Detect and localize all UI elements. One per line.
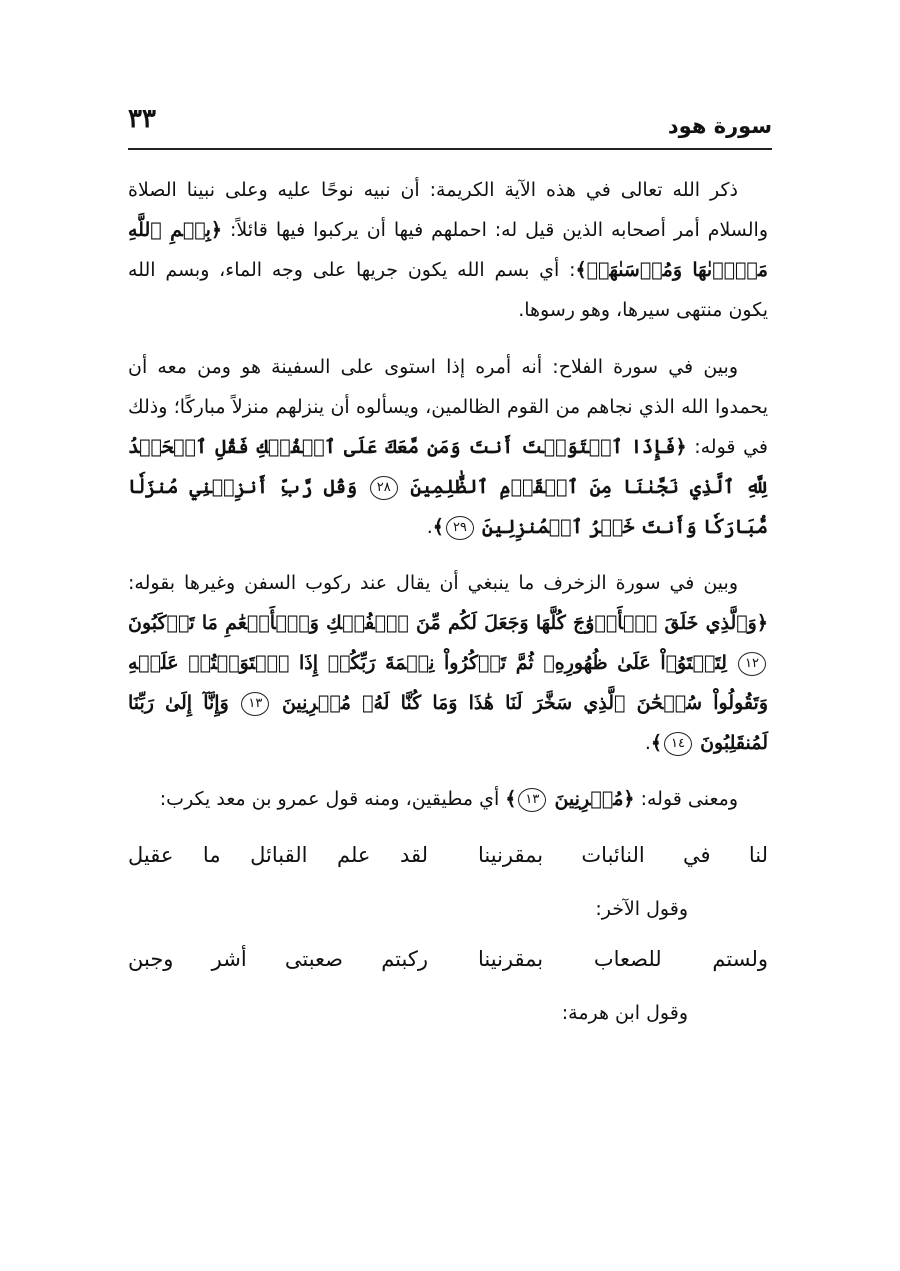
paragraph-4 — [128, 779, 768, 819]
poem-verse-1 — [128, 835, 768, 875]
verse-number-badge: ١٣ — [241, 692, 269, 716]
quran-verse: وَٱلَّذِي خَلَقَ ٱلۡأَزۡوَٰجَ كُلَّهَا وَجَعَلَ لَكُم مِّنَ ٱلۡفُلۡكِ وَٱلۡأَنۡعَٰمِ مَا تَرۡكَبُونَ — [128, 612, 757, 634]
page-header — [128, 100, 772, 150]
ornate-bracket-open: ﴿ — [756, 612, 768, 634]
verse-number-badge: ٢٩ — [446, 516, 474, 540]
paragraph-text: . — [644, 732, 651, 754]
poem-introduction: وقول ابن هرمة: — [561, 1002, 688, 1024]
quran-verse: مُقۡرِنِينَ — [554, 788, 624, 810]
paragraph-text: : أي بسم الله يكون جريها على وجه الماء، وبسم الله يكون منتهى سيرها، وهو رسوها. — [128, 259, 768, 321]
poem-first-hemistich: ركبتم صعبتى أشر وجبن — [128, 947, 428, 971]
paragraph-text: ومعنى قوله: — [634, 788, 738, 810]
paragraph-2 — [128, 347, 768, 547]
surah-title: سورة هود — [667, 114, 772, 138]
verse-number-badge: ١٢ — [738, 652, 766, 676]
ornate-bracket-close: ﴾ — [650, 732, 663, 754]
page-number: ٣٣ — [128, 104, 156, 134]
quran-verse: لِتَسۡتَوُۥاْ عَلَىٰ ظُهُورِهِۦ ثُمَّ تَذۡكُرُواْ نِعۡمَةَ رَبِّكُمۡ إِذَا ٱسۡتَوَيۡتُمۡ عَلَيۡهِ وَتَقُولُواْ سُبۡحَٰنَ ٱلَّذِي سَخَّرَ لَنَا هَٰذَا وَمَا كُنَّا لَهُۥ مُقۡرِنِينَ — [128, 652, 768, 714]
verse-number-badge: ١٣ — [518, 788, 546, 812]
poem-first-hemistich: لقد علم القبائل ما عقيل — [128, 843, 428, 867]
page-body — [128, 170, 768, 1043]
quran-verse: بِسۡمِ ٱللَّهِ مَجۡرٜىٰهَا وَمُرۡسَىٰهَآۚ — [128, 219, 768, 281]
ornate-bracket-close: ﴾ — [505, 788, 517, 810]
ornate-bracket-open: ﴿ — [675, 436, 687, 458]
poem-introduction: وقول الآخر: — [595, 898, 688, 920]
poem-verse-2 — [128, 939, 768, 979]
ornate-bracket-open: ﴿ — [623, 788, 635, 810]
paragraph-text: وبين في سورة الزخرف ما ينبغي أن يقال عند ركوب السفن وغيرها بقوله: — [128, 572, 738, 594]
paragraph-1 — [128, 170, 768, 330]
paragraph-text: ذكر الله تعالى في هذه الآية الكريمة: أن نبيه نوحًا عليه وعلى نبينا الصلاة والسلام أمر أصحابه الذين قيل له: احملهم فيها أن يركبوا فيها قائلاً: — [128, 179, 768, 241]
quran-verse: وَإِنَّآ إِلَىٰ رَبِّنَا لَمُنقَلِبُونَ — [128, 692, 768, 754]
paragraph-text: وبين في سورة الفلاح: أنه أمره إذا استوى على السفينة هو ومن معه أن يحمدوا الله الذي نجاهم من القوم الظالمين، ويسألوه أن ينزلهم منزلاً مباركًا؛ وذلك في قوله: — [128, 356, 768, 458]
verse-number-badge: ٢٨ — [370, 476, 398, 500]
paragraph-text: . — [426, 516, 433, 538]
ornate-bracket-close: ﴾ — [575, 259, 587, 281]
poem-second-hemistich: لنا في النائبات بمقرنينا — [478, 843, 768, 867]
poem-second-hemistich: ولستم للصعاب بمقرنينا — [478, 947, 768, 971]
quran-verse: فَإِذَا ٱسۡتَوَيۡتَ أَنتَ وَمَن مَّعَكَ عَلَى ٱلۡفُلۡكِ فَقُلِ ٱلۡحَمۡدُ لِلَّهِ ٱلَّذِي نَجَّىٰنَا مِنَ ٱلۡقَوۡمِ ٱلظَّٰلِمِينَ — [128, 436, 769, 498]
paragraph-text: أي مطيقين، ومنه قول عمرو بن معد يكرب: — [159, 788, 506, 810]
verse-number-badge: ١٤ — [664, 732, 692, 756]
quran-verse: وَقُل رَّبِّ أَنزِلۡنِي مُنزَلٗا مُّبَارَكٗا وَأَنتَ خَيۡرُ ٱلۡمُنزِلِينَ — [128, 476, 768, 538]
ornate-bracket-close: ﴾ — [432, 516, 444, 538]
ornate-bracket-open: ﴿ — [210, 219, 223, 241]
paragraph-3 — [128, 563, 768, 763]
